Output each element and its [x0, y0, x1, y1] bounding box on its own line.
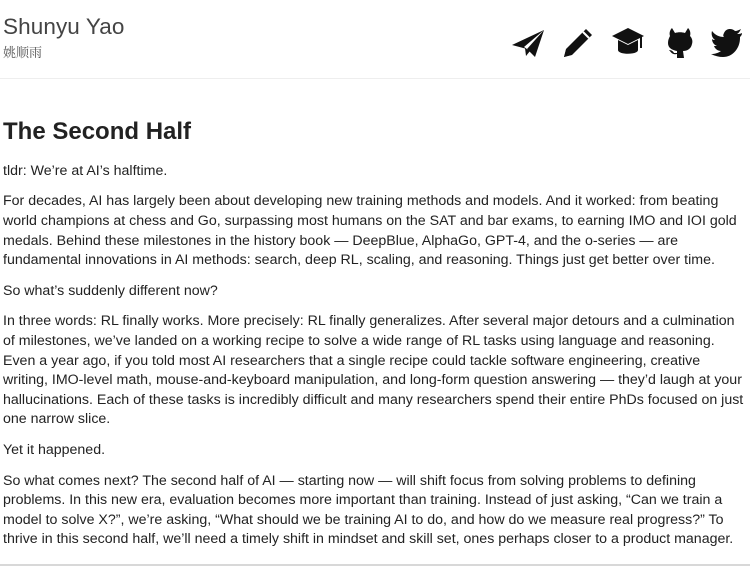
github-icon[interactable] — [663, 24, 697, 60]
twitter-icon[interactable] — [710, 24, 744, 60]
site-header — [0, 0, 750, 79]
paragraph-it-happened: Yet it happened. — [3, 441, 106, 458]
blog-post — [3, 118, 745, 561]
paragraph-intro: For decades, AI has largely been about developing new training methods and models. And it worked: from beating world champions at chess and Go, surpassing most humans on the SAT and bar exams, to earning IMO and IOI gold medals. Behind these milestones in the history book — DeepBlue, AlphaGo, GPT-4, and the o-series — are fundamental innovations in AI methods: search, deep RL, scaling, and reasoning. Things just get better over time. — [3, 193, 737, 269]
paragraph-tldr: tldr: We’re at AI’s halftime. — [3, 162, 168, 179]
pencil-icon[interactable] — [561, 24, 595, 60]
paragraph-what-next: So what comes next? The second half of AI — starting now — will shift focus from solving problems to defining problems. In this new era, evaluation becomes more important than training. Instead of just asking, “Can we train a model to solve X?”, we’re asking, “What should we be training AI to do, and how do we measure real progress?” To thrive in this second half, we’ll need a timely shift in mindset and skill set, ones perhaps closer to a product manager. — [3, 472, 734, 548]
paragraph-question: So what’s suddenly different now? — [3, 282, 218, 299]
site-title[interactable]: Shunyu Yao — [3, 14, 125, 39]
graduation-cap-icon[interactable] — [611, 24, 645, 60]
paper-plane-icon[interactable] — [511, 24, 545, 60]
post-title: The Second Half — [3, 118, 192, 145]
site-subtitle: 姚顺雨 — [3, 45, 43, 60]
paragraph-rl-works: In three words: RL finally works. More precisely: RL finally generalizes. After several major detours and a culmination of milestones, we’ve landed on a working recipe to solve a wide range of RL tasks using language and reasoning. Even a year ago, if you told most AI researchers that a single recipe could tackle software engineering, creative writing, IMO-level math, mouse-and-keyboard manipulation, and long-form question answering — they’d laugh at your hallucinations. Each of these tasks is incredibly difficult and many researchers spend their entire PhDs focused on just one narrow slice. — [3, 313, 744, 428]
